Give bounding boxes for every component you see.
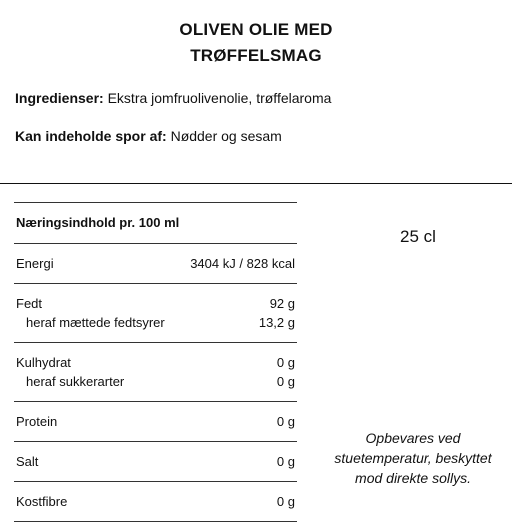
ingredients-line [15,90,331,106]
nutrient-label: Kostfibre [16,494,68,509]
nutrition-section-salt [14,442,297,481]
section-divider [0,183,512,184]
nutrient-value: 0 g [276,494,295,509]
nutrient-sublabel: heraf mættede fedtsyrer [26,315,165,330]
nutrient-value: 13,2 g [258,315,295,330]
table-row [14,254,297,273]
allergens-value: Nødder og sesam [166,128,282,144]
nutrition-table [14,202,297,522]
nutrient-label: Kulhydrat [16,355,71,370]
nutrient-label: Fedt [16,296,43,311]
product-title-line-1: OLIVEN OLIE MED [179,20,333,39]
nutrient-sublabel: heraf sukkerarter [26,374,125,389]
nutrient-value: 0 g [276,355,295,370]
product-title [0,17,512,69]
nutrient-value: 92 g [269,296,295,311]
ingredients-value: Ekstra jomfruolivenolie, trøffelaroma [103,90,332,106]
nutrient-value: 0 g [276,374,295,389]
ingredients-label: Ingredienser: [15,90,104,106]
table-row [14,372,297,391]
nutrient-label: Energi [16,256,54,271]
nutrient-value: 0 g [276,454,295,469]
nutrition-section-protein [14,402,297,441]
table-row [14,313,297,332]
table-row [14,452,297,471]
storage-line-2: stuetemperatur, beskyttet [334,450,492,466]
table-row [14,353,297,372]
table-row [14,412,297,431]
storage-line-1: Opbevares ved [365,430,461,446]
nutrient-value: 0 g [276,414,295,429]
nutrition-section-carbs [14,343,297,401]
storage-line-3: mod direkte sollys. [355,470,471,486]
volume-label: 25 cl [400,227,436,246]
nutrition-section-energy [14,244,297,283]
nutrient-label: Salt [16,454,39,469]
nutrition-heading: Næringsindhold pr. 100 ml [16,215,180,230]
product-title-line-2: TRØFFELSMAG [190,46,322,65]
table-row [14,294,297,313]
table-row [14,492,297,511]
storage-instructions [315,428,511,488]
nutrition-section-fat [14,284,297,342]
allergens-line [15,128,282,144]
nutrient-label: Protein [16,414,58,429]
allergens-label: Kan indeholde spor af: [15,128,167,144]
nutrient-value: 3404 kJ / 828 kcal [190,256,295,271]
nutrition-section-fibre [14,482,297,521]
